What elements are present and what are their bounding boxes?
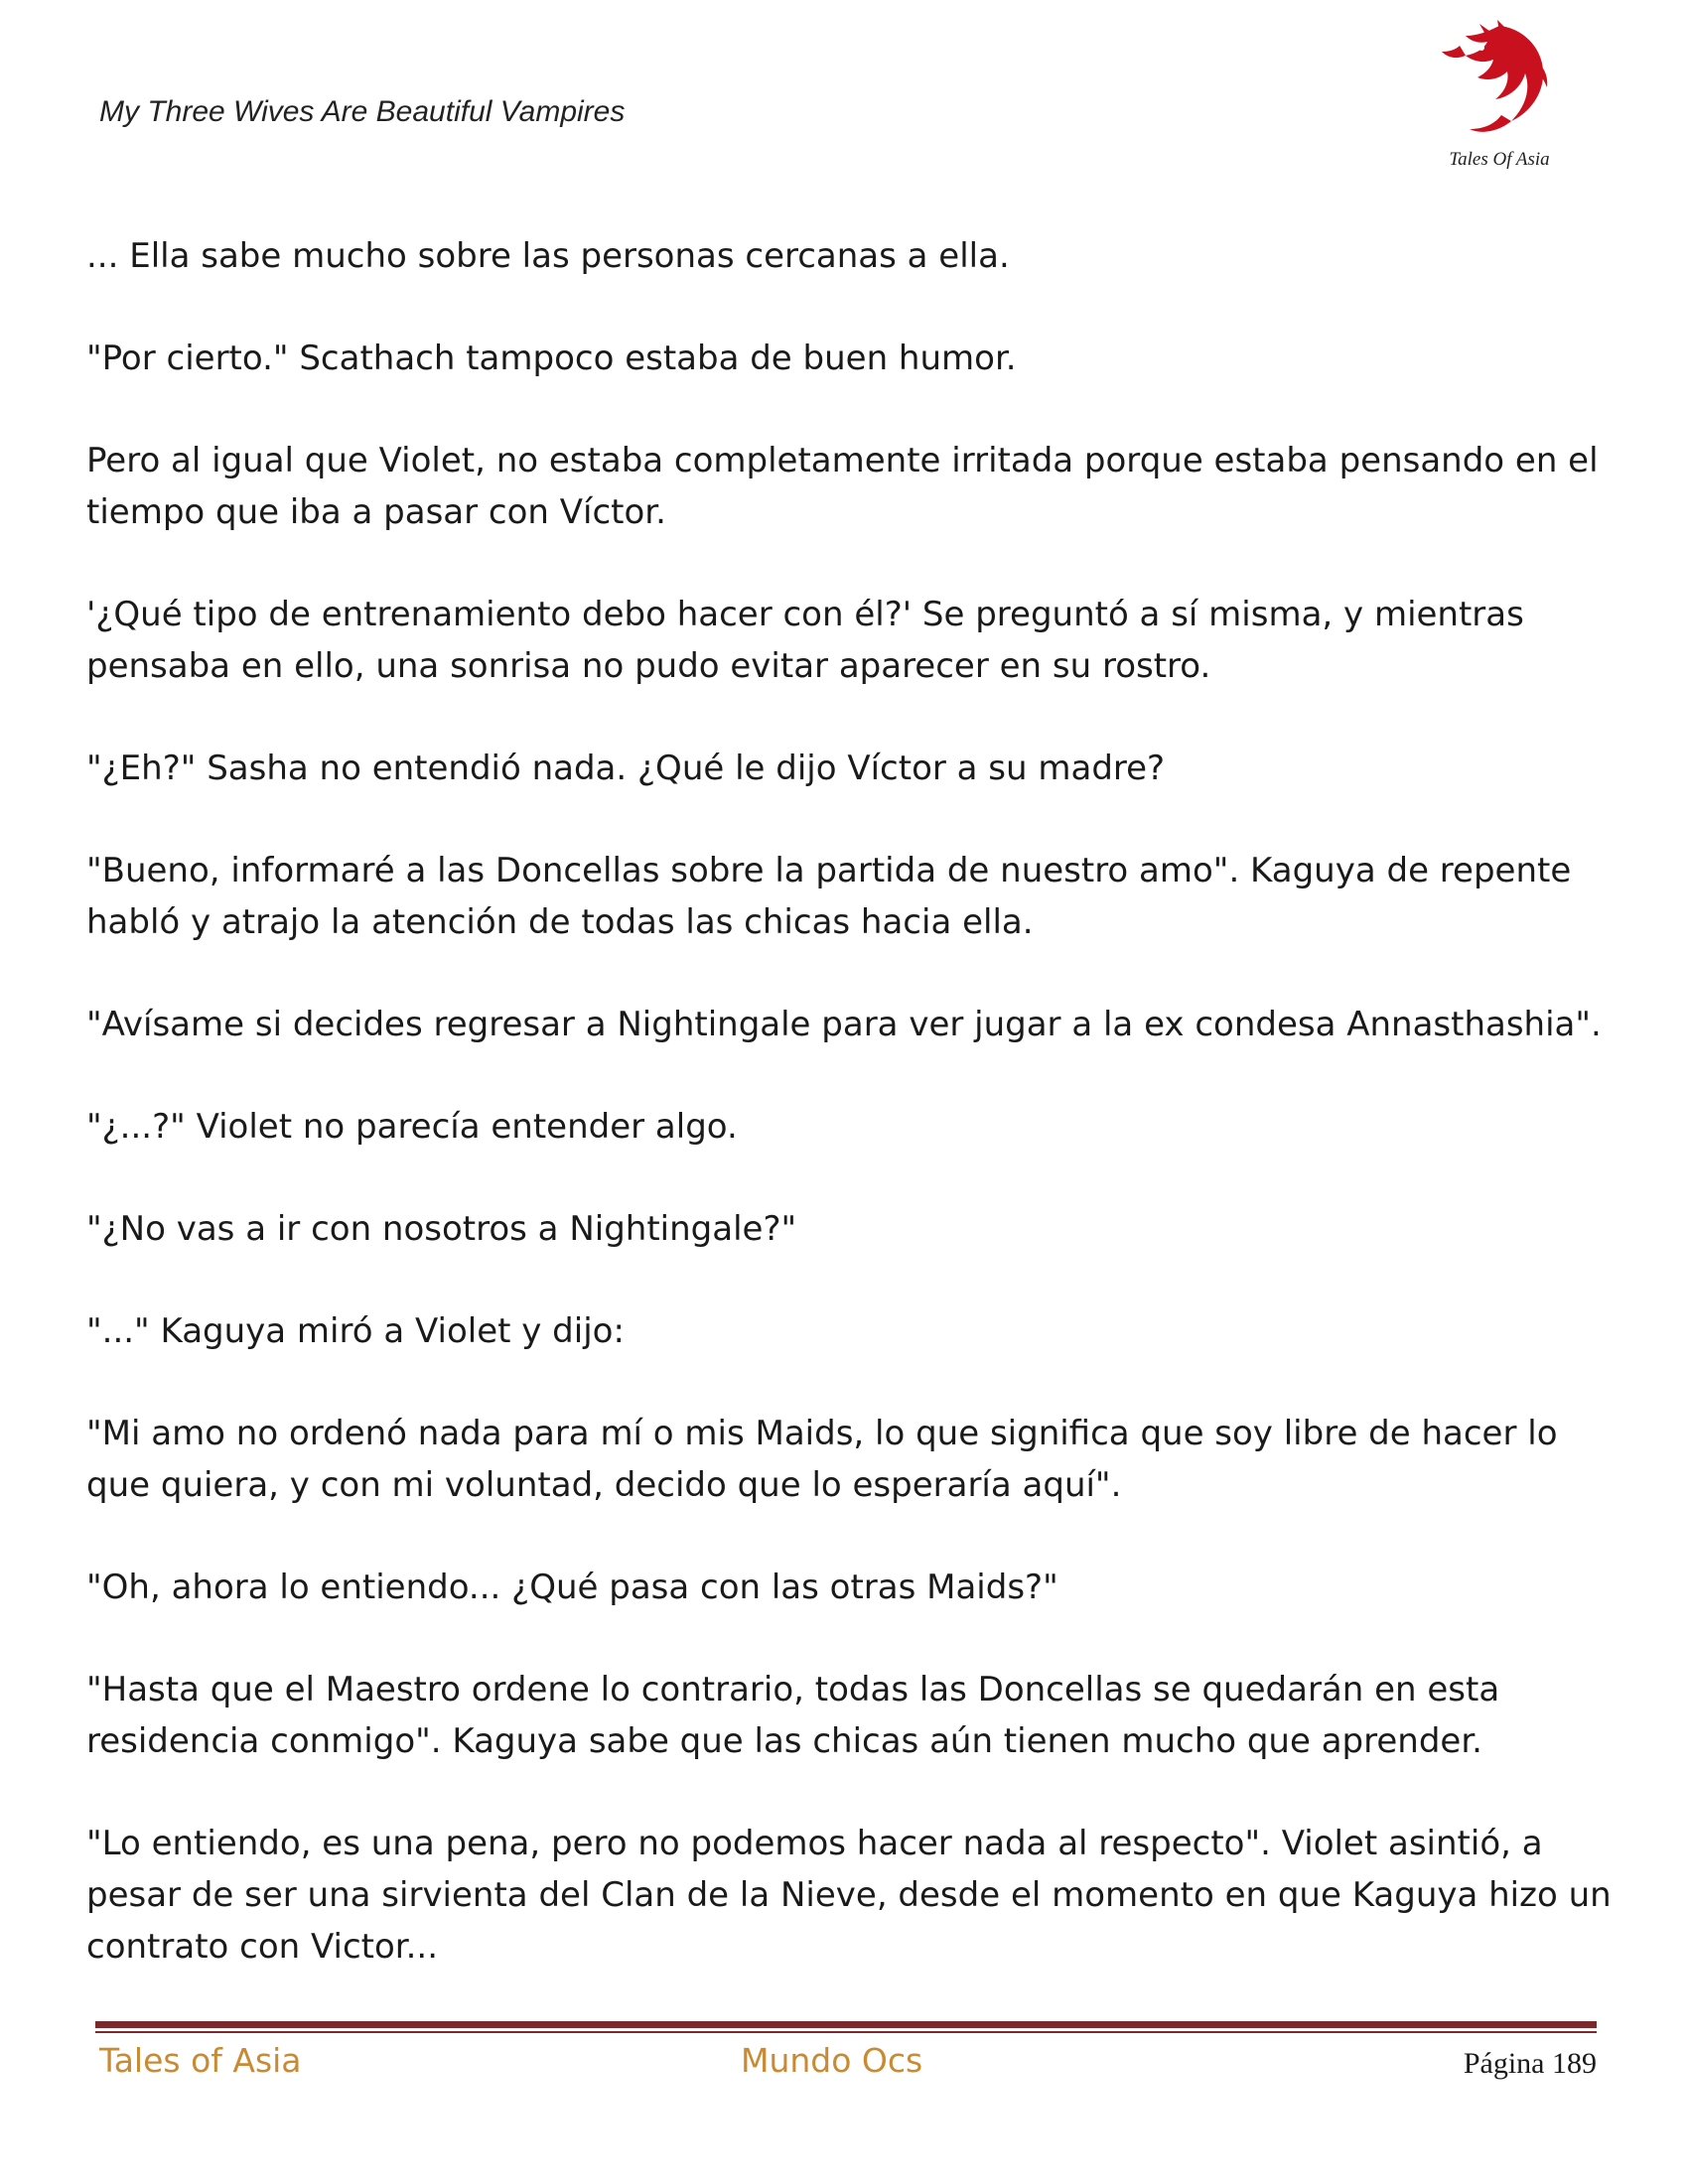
paragraph: "..." Kaguya miró a Violet y dijo: bbox=[86, 1311, 625, 1351]
dragon-icon bbox=[1430, 18, 1569, 147]
document-header-title: My Three Wives Are Beautiful Vampires bbox=[99, 95, 626, 128]
page-number: Página 189 bbox=[1463, 2047, 1597, 2080]
footer-section-name: Mundo Ocs bbox=[741, 2041, 923, 2080]
paragraph: "Hasta que el Maestro ordene lo contrario, todas las Doncellas se quedarán en esta residencia conmigo". Kaguya sabe que las chicas aún tienen mucho que aprender. bbox=[86, 1670, 1500, 1761]
paragraph: "¿...?" Violet no parecía entender algo. bbox=[86, 1107, 738, 1147]
paragraph: "Mi amo no ordenó nada para mí o mis Maids, lo que significa que soy libre de hacer lo que quiera, y con mi voluntad, decido que lo esperaría aquí". bbox=[86, 1414, 1558, 1505]
paragraph: "Avísame si decides regresar a Nightingale para ver jugar a la ex condesa Annasthashia". bbox=[86, 1005, 1602, 1044]
paragraph: Pero al igual que Violet, no estaba completamente irritada porque estaba pensando en el tiempo que iba a pasar con Víctor. bbox=[86, 441, 1599, 532]
paragraph: "¿No vas a ir con nosotros a Nightingale?" bbox=[86, 1209, 797, 1249]
logo-text: Tales Of Asia bbox=[1449, 149, 1550, 170]
paragraph: "Oh, ahora lo entiendo... ¿Qué pasa con las otras Maids?" bbox=[86, 1568, 1058, 1607]
paragraph: "Bueno, informaré a las Doncellas sobre la partida de nuestro amo". Kaguya de repente habló y atrajo la atención de todas las chicas hacia ella. bbox=[86, 851, 1572, 942]
paragraph: "Lo entiendo, es una pena, pero no podemos hacer nada al respecto". Violet asintió, a pesar de ser una sirvienta del Clan de la Nieve, desde el momento en que Kaguya hizo un contrato con Victor... bbox=[86, 1824, 1612, 1967]
paragraph: ... Ella sabe mucho sobre las personas cercanas a ella. bbox=[86, 236, 1010, 276]
paragraph: "¿Eh?" Sasha no entendió nada. ¿Qué le dijo Víctor a su madre? bbox=[86, 749, 1166, 788]
footer-site-name: Tales of Asia bbox=[99, 2041, 302, 2080]
paragraph: '¿Qué tipo de entrenamiento debo hacer con él?' Se preguntó a sí misma, y mientras pensaba en ello, una sonrisa no pudo evitar aparecer en su rostro. bbox=[86, 595, 1524, 686]
paragraph: "Por cierto." Scathach tampoco estaba de buen humor. bbox=[86, 339, 1017, 378]
document-body bbox=[86, 230, 1616, 2023]
footer-divider bbox=[95, 2021, 1597, 2033]
tales-of-asia-logo bbox=[1430, 18, 1569, 182]
